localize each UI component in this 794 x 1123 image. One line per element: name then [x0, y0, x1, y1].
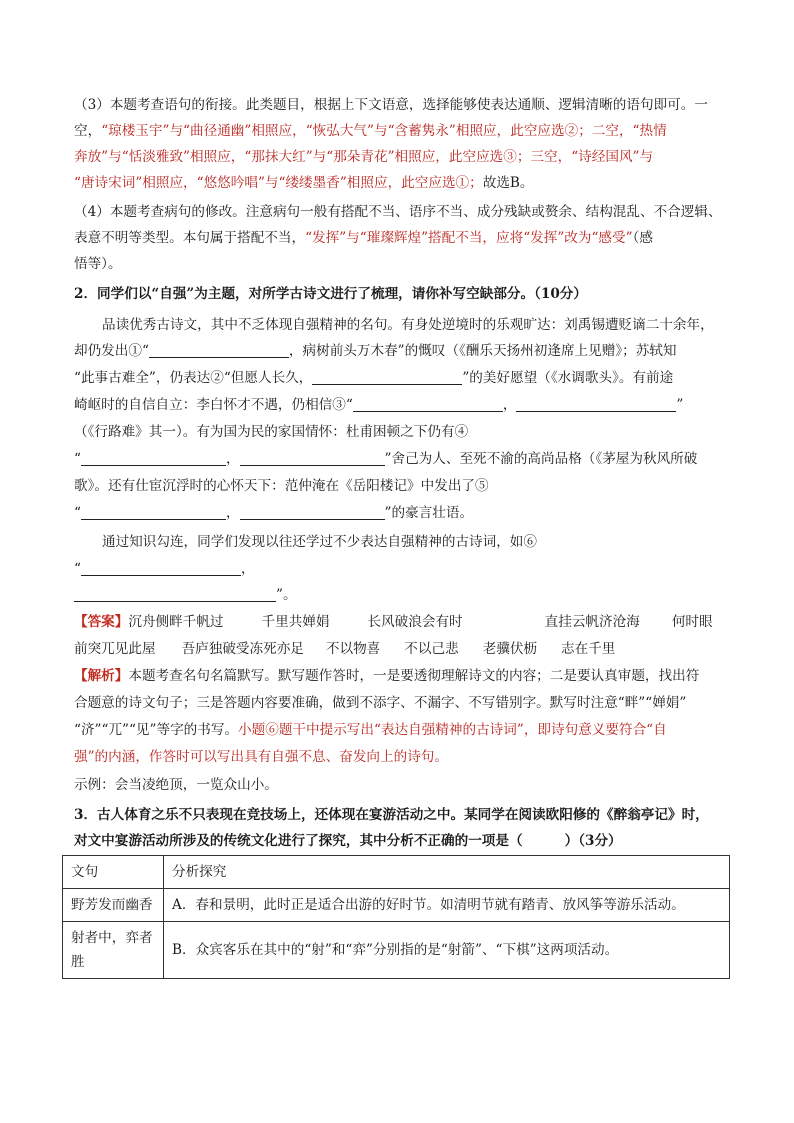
table-cell-analysis: B．众宾客乐在其中的“射”和“弈”分别指的是“射箭”、“下棋”这两项活动。 [164, 922, 730, 979]
q2-analysis-line4: 强”的内涵，作答时可以写出具有自强不息、奋发向上的诗句。 [74, 749, 448, 765]
q1-p3-line2: 空，“琼楼玉宇”与“曲径通幽”相照应，“恢弘大气”与“含蓄隽永”相照应，此空应选②；二空，“热情 [74, 123, 667, 139]
blank-5b[interactable] [240, 503, 385, 520]
q3-title-line1: 3．古人体育之乐不只表现在竞技场上，还体现在宴游活动之中。某同学在阅读欧阳修的《醉翁亭记》时， [74, 807, 709, 823]
q3-table [62, 855, 730, 979]
table-header-row [63, 856, 730, 889]
q2-line11: ”。 [74, 582, 297, 608]
q2-line7: 歌》。还有仕宦沉浮时的心怀天下：范仲淹在《岳阳楼记》中发出了⑤ [74, 478, 489, 494]
table-header-cell: 分析探究 [164, 856, 730, 889]
q2-line8: “ ， ”的豪言壮语。 [74, 505, 474, 521]
q2-answer-line1: 【答案】沉舟侧畔千帆过 千里共婵娟 长风破浪会有时 直挂云帆济沧海 何时眼 [74, 614, 713, 630]
q1-p3-line3: 奔放”与“恬淡雅致”相照应，“那抹大红”与“那朵青花”相照应，此空应选③；三空，“诗经国风”与 [74, 149, 654, 165]
q3-title-line2: 对文中宴游活动所涉及的传统文化进行了探究，其中分析不正确的一项是（ ）（3分） [74, 833, 622, 849]
table-cell-sentence: 射者中，弈者 胜 [63, 922, 164, 979]
blank-1[interactable] [149, 341, 289, 358]
blank-2[interactable] [312, 368, 462, 385]
blank-6b[interactable] [74, 585, 276, 602]
blank-4b[interactable] [240, 449, 385, 466]
q1-p3-line1: （3）本题考查语句的衔接。此类题目，根据上下文语意，选择能够使表达通顺、逻辑清晰的语句即可。一 [74, 97, 708, 113]
q2-analysis-line1: 【解析】本题考查名句名篇默写。默写题作答时，一是要透彻理解诗文的内容；二是要认真审题，找出符 [74, 668, 700, 684]
blank-6a[interactable] [81, 559, 241, 576]
table-cell-analysis: A．春和景明，此时正是适合出游的好时节。如清明节就有踏青、放风筝等游乐活动。 [164, 889, 730, 922]
q2-line5: （《行路难》其一）。有为国为民的家国情怀：杜甫困顿之下仍有④ [74, 424, 469, 440]
table-row [63, 922, 730, 979]
blank-4a[interactable] [81, 449, 226, 466]
table-header-cell: 文句 [63, 856, 164, 889]
q2-title: 2．同学们以“自强”为主题，对所学古诗文进行了梳理，请你补写空缺部分。（10分） [74, 286, 587, 302]
blank-5a[interactable] [81, 503, 226, 520]
q1-p3-line4: “唐诗宋词”相照应，“悠悠吟唱”与“缕缕墨香”相照应，此空应选①；故选B。 [74, 175, 534, 191]
q2-line2: 却仍发出①“ ，病树前头万木春”的慨叹（《酬乐天扬州初逢席上见赠》；苏轼知 [74, 343, 677, 359]
q2-line1: 品读优秀古诗文，其中不乏体现自强精神的名句。有身处逆境时的乐观旷达：刘禹锡遭贬谪二十余年， [102, 317, 714, 333]
table-row [63, 889, 730, 922]
q2-line10: “ ， [74, 561, 255, 577]
q2-analysis-line2: 合题意的诗文句子；三是答题内容要准确，做到不添字、不漏字、不写错别字。默写时注意“畔”“婵娟” [74, 695, 687, 711]
q1-p4-line2: 表意不明等类型。本句属于搭配不当，“发挥”与“璀璨辉煌”搭配不当，应将“发挥”改为“感受”（感 [74, 230, 653, 246]
q2-line3: “此事古难全”，仍表达②“但愿人长久， ”的美好愿望（《水调歌头》。有前途 [74, 370, 674, 386]
q2-example: 示例：会当凌绝顶，一览众山小。 [74, 777, 278, 793]
q2-line9: 通过知识勾连，同学们发现以往还学过不少表达自强精神的古诗词，如⑥ [102, 534, 537, 550]
q2-line4: 崎岖时的自信自立：李白怀才不遇，仍相信③“ ， ” [74, 397, 684, 413]
q1-p4-line1: （4）本题考查病句的修改。注意病句一般有搭配不当、语序不当、成分残缺或赘余、结构混乱、不合逻辑、 [74, 204, 722, 220]
blank-3a[interactable] [353, 395, 503, 412]
q1-p4-line3: 悟等）。 [74, 256, 122, 272]
q2-answer-line2: 前突兀见此屋 吾庐独破受冻死亦足 不以物喜 不以己悲 老骥伏枥 志在千里 [74, 641, 616, 657]
blank-3b[interactable] [516, 395, 676, 412]
table-cell-sentence: 野芳发而幽香 [63, 889, 164, 922]
q2-line6: “ ， ”舍己为人、至死不渝的高尚品格（《茅屋为秋风所破 [74, 451, 698, 467]
q2-analysis-line3: “济”“兀”“见”等字的书写。小题⑥题干中提示写出“表达自强精神的古诗词”，即诗句意义要符合“自 [74, 722, 667, 738]
